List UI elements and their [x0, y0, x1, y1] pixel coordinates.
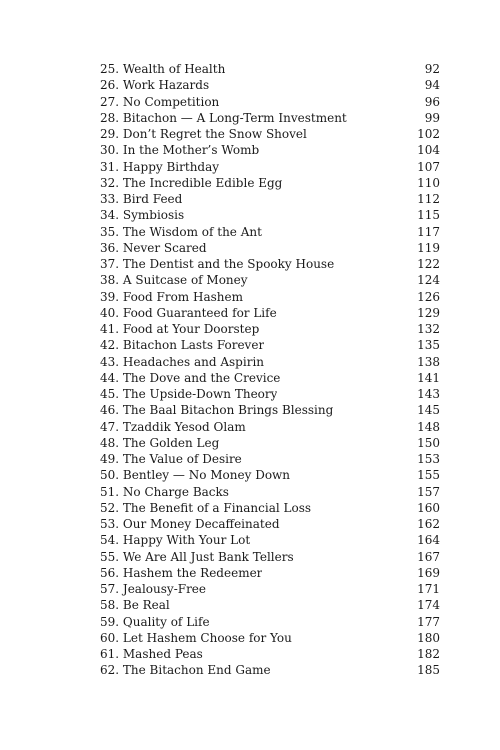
toc-entry-title: 33. Bird Feed	[100, 192, 183, 206]
toc-entry-page-number: 145	[417, 403, 440, 418]
toc-entry-page-number: 122	[417, 257, 440, 271]
toc-entry-title: 49. The Value of Desire	[100, 452, 242, 466]
toc-entry-page-number: 110	[417, 175, 440, 190]
toc-entry-title: 27. No Competition	[100, 94, 220, 109]
toc-entry-title: 42. Bitachon Lasts Forever	[100, 338, 265, 353]
toc-entry	[100, 386, 440, 402]
toc-entry-title: 38. A Suitcase of Money	[100, 273, 248, 288]
toc-entry	[100, 240, 440, 256]
toc-entry	[100, 532, 440, 548]
toc-entry	[100, 321, 440, 337]
toc-entry-page-number: 129	[417, 305, 440, 320]
toc-entry-title: 31. Happy Birthday	[100, 159, 220, 174]
toc-entry-page-number: 99	[424, 110, 440, 125]
toc-entry	[100, 419, 440, 435]
toc-entry-page-number: 102	[417, 127, 440, 141]
toc-entry-page-number: 174	[417, 598, 440, 613]
toc-entry-title: 29. Don’t Regret the Snow Shovel	[100, 127, 307, 141]
toc-entry-title: 32. The Incredible Edible Egg	[100, 175, 283, 190]
toc-entry	[100, 272, 440, 288]
toc-entry-title: 46. The Baal Bitachon Brings Blessing	[100, 403, 334, 418]
toc-entry-title: 54. Happy With Your Lot	[100, 533, 251, 548]
toc-entry-title: 40. Food Guaranteed for Life	[100, 305, 277, 320]
toc-entry	[100, 289, 440, 305]
toc-entry	[100, 402, 440, 418]
toc-entry-title: 57. Jealousy-Free	[100, 582, 207, 596]
table-of-contents	[100, 61, 440, 679]
toc-entry	[100, 435, 440, 451]
toc-entry-title: 48. The Golden Leg	[100, 435, 220, 450]
toc-entry	[100, 159, 440, 175]
toc-entry	[100, 370, 440, 386]
toc-entry-page-number: 150	[417, 435, 440, 450]
toc-entry	[100, 305, 440, 321]
toc-entry-page-number: 153	[417, 452, 440, 466]
toc-entry-page-number: 138	[417, 354, 440, 369]
toc-entry	[100, 191, 440, 207]
toc-entry-title: 30. In the Mother’s Womb	[100, 143, 260, 158]
toc-entry-page-number: 115	[417, 208, 440, 223]
toc-entry-title: 39. Food From Hashem	[100, 289, 243, 304]
toc-entry	[100, 175, 440, 191]
toc-entry-page-number: 96	[424, 94, 440, 109]
toc-entry	[100, 451, 440, 467]
toc-entry-title: 62. The Bitachon End Game	[100, 663, 271, 678]
toc-entry-title: 43. Headaches and Aspirin	[100, 354, 265, 369]
toc-entry	[100, 224, 440, 240]
toc-entry-page-number: 107	[417, 159, 440, 174]
toc-entry	[100, 630, 440, 646]
toc-entry-title: 50. Bentley — No Money Down	[100, 468, 291, 483]
toc-entry-page-number: 112	[417, 192, 440, 206]
toc-entry-page-number: 164	[417, 533, 440, 548]
toc-entry	[100, 207, 440, 223]
toc-entry	[100, 142, 440, 158]
toc-entry-title: 52. The Benefit of a Financial Loss	[100, 500, 312, 515]
toc-entry-page-number: 155	[417, 468, 440, 483]
toc-entry	[100, 565, 440, 581]
toc-entry	[100, 337, 440, 353]
toc-entry-title: 37. The Dentist and the Spooky House	[100, 257, 335, 271]
toc-entry	[100, 500, 440, 516]
toc-entry-page-number: 141	[417, 370, 440, 385]
toc-entry	[100, 516, 440, 532]
toc-entry-title: 51. No Charge Backs	[100, 484, 229, 499]
toc-entry	[100, 110, 440, 126]
toc-entry-title: 55. We Are All Just Bank Tellers	[100, 549, 294, 564]
toc-entry-title: 58. Be Real	[100, 598, 170, 613]
toc-entry-title: 56. Hashem the Redeemer	[100, 565, 263, 580]
toc-entry-title: 28. Bitachon — A Long-Term Investment	[100, 110, 347, 125]
toc-entry-page-number: 132	[417, 322, 440, 336]
toc-entry	[100, 549, 440, 565]
toc-entry-title: 47. Tzaddik Yesod Olam	[100, 419, 246, 434]
toc-entry	[100, 662, 440, 678]
toc-entry	[100, 77, 440, 93]
toc-entry-title: 59. Quality of Life	[100, 614, 210, 629]
toc-entry-page-number: 119	[417, 240, 440, 255]
toc-entry-title: 35. The Wisdom of the Ant	[100, 224, 262, 239]
toc-entry-page-number: 160	[417, 500, 440, 515]
toc-entry	[100, 256, 440, 272]
toc-entry	[100, 484, 440, 500]
toc-entry	[100, 126, 440, 142]
toc-entry-page-number: 92	[424, 62, 440, 76]
toc-entry-title: 61. Mashed Peas	[100, 647, 203, 661]
toc-entry	[100, 614, 440, 630]
toc-entry-title: 44. The Dove and the Crevice	[100, 370, 281, 385]
toc-entry-page-number: 117	[417, 224, 440, 239]
toc-entry	[100, 646, 440, 662]
toc-entry-page-number: 124	[417, 273, 440, 288]
toc-entry-title: 60. Let Hashem Choose for You	[100, 630, 292, 645]
toc-entry-title: 34. Symbiosis	[100, 208, 185, 223]
toc-entry-title: 53. Our Money Decaffeinated	[100, 517, 280, 531]
toc-entry-page-number: 143	[417, 387, 440, 401]
toc-entry-page-number: 185	[417, 663, 440, 678]
toc-entry	[100, 467, 440, 483]
toc-entry	[100, 94, 440, 110]
toc-entry-page-number: 126	[417, 289, 440, 304]
toc-entry-page-number: 148	[417, 419, 440, 434]
toc-entry	[100, 354, 440, 370]
toc-entry	[100, 597, 440, 613]
toc-entry-title: 26. Work Hazards	[100, 78, 210, 93]
toc-entry	[100, 61, 440, 77]
toc-entry-page-number: 135	[417, 338, 440, 353]
toc-entry-page-number: 94	[424, 78, 440, 93]
toc-entry	[100, 581, 440, 597]
toc-entry-title: 36. Never Scared	[100, 240, 207, 255]
toc-entry-page-number: 167	[417, 549, 440, 564]
toc-entry-page-number: 169	[417, 565, 440, 580]
toc-entry-page-number: 177	[417, 614, 440, 629]
toc-entry-title: 25. Wealth of Health	[100, 62, 226, 76]
toc-entry-page-number: 180	[417, 630, 440, 645]
toc-entry-page-number: 162	[417, 517, 440, 531]
toc-entry-page-number: 104	[417, 143, 440, 158]
toc-entry-title: 45. The Upside-Down Theory	[100, 387, 278, 401]
toc-entry-page-number: 157	[417, 484, 440, 499]
toc-entry-page-number: 182	[417, 647, 440, 661]
toc-entry-page-number: 171	[417, 582, 440, 596]
toc-entry-title: 41. Food at Your Doorstep	[100, 322, 260, 336]
